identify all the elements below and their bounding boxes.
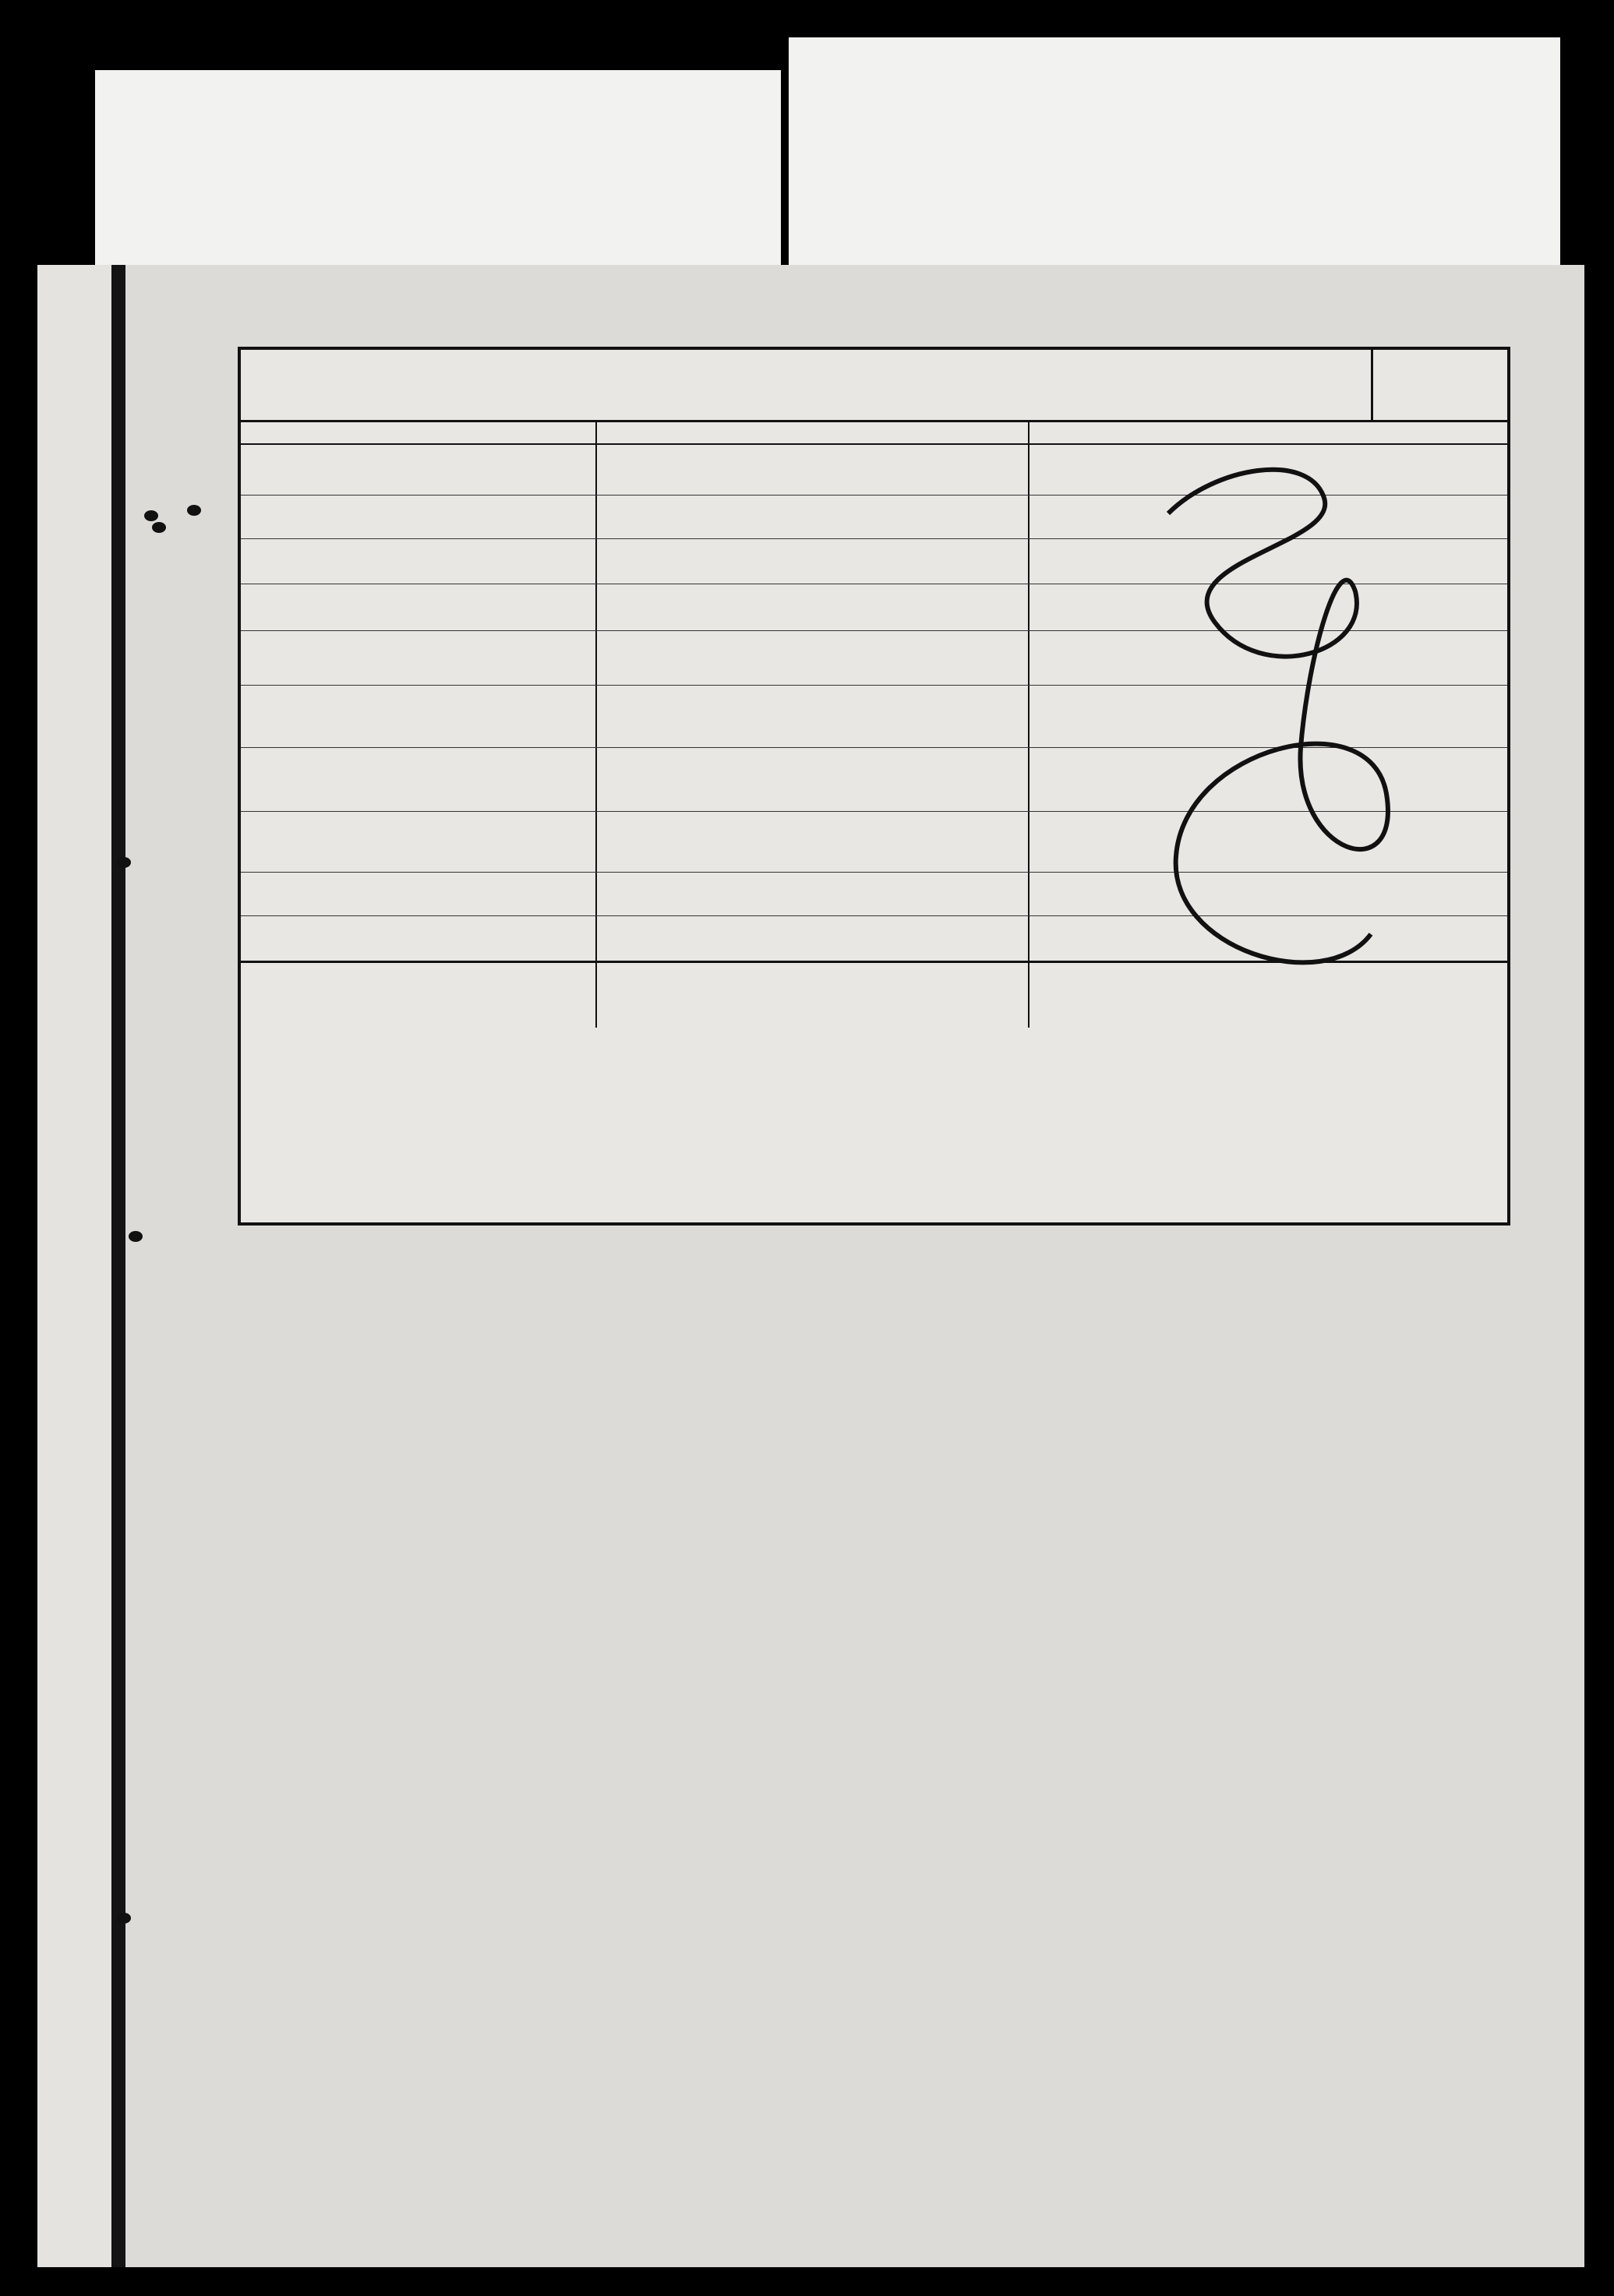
record-number-box bbox=[1371, 350, 1507, 420]
record-form-1 bbox=[238, 347, 1510, 1226]
soiled-document-label bbox=[789, 37, 1560, 265]
punch-hole bbox=[129, 1231, 143, 1242]
record-header bbox=[241, 350, 1507, 422]
punch-hole bbox=[117, 1913, 131, 1924]
q13-line bbox=[250, 1129, 313, 1165]
wife-column-strikeout-mark bbox=[1121, 451, 1433, 1028]
red-ink-label bbox=[95, 70, 781, 265]
record-sidebar bbox=[101, 494, 241, 1180]
column-headers bbox=[241, 420, 1507, 445]
